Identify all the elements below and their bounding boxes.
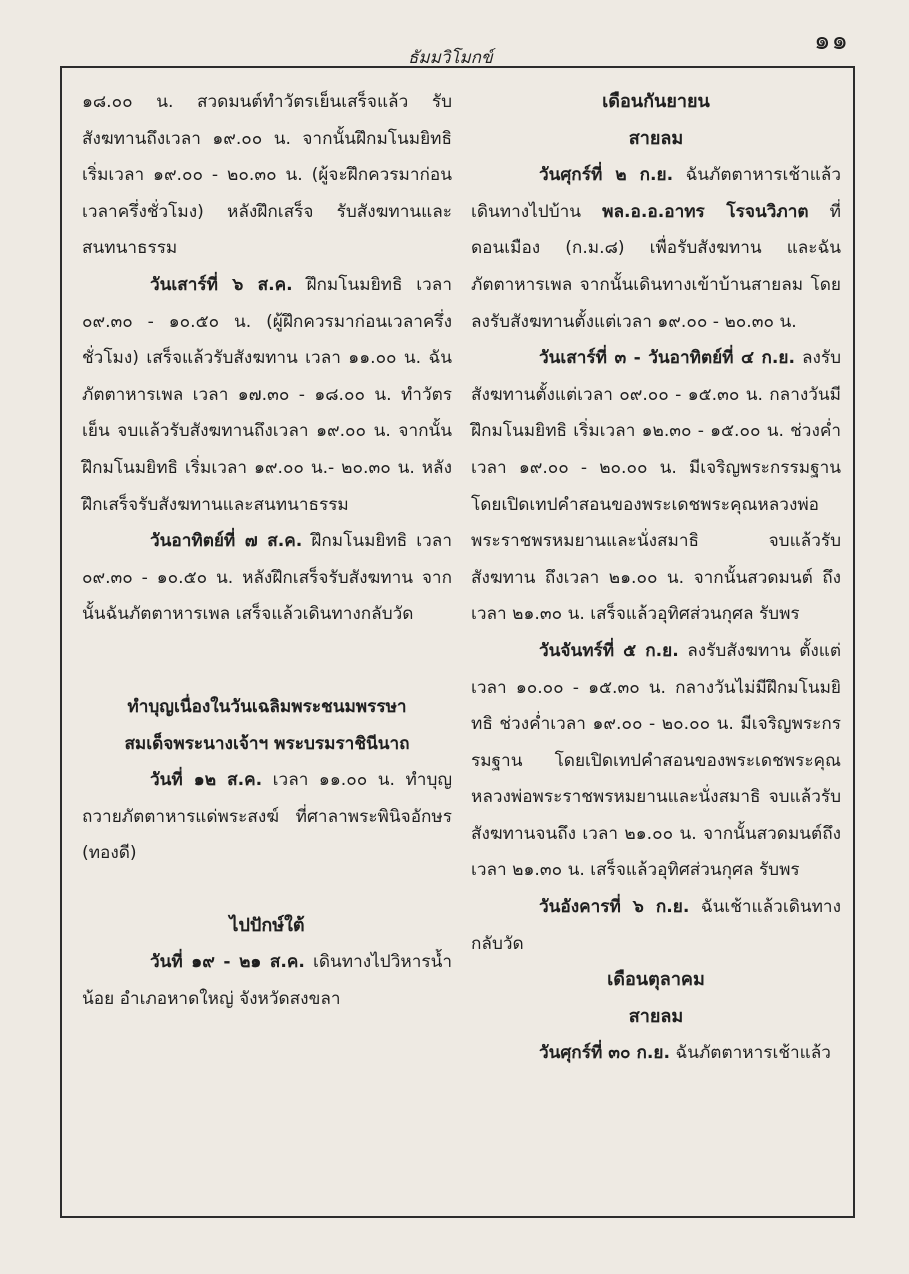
date-label: วันอาทิตย์ที่ ๗ ส.ค. xyxy=(150,531,303,552)
paragraph-text: เวลา ๑๑.๐๐ น. ทำบุญถวายภัตตาหารแด่พระสงฆ์ ที่ศาลาพระพินิจอักษร (ทองดี) xyxy=(82,770,453,864)
place-heading: สายลม xyxy=(628,127,684,149)
date-label: วันศุกร์ที่ ๒ ก.ย. xyxy=(539,165,674,186)
paragraph xyxy=(82,944,452,1017)
date-label: วันจันทร์ที่ ๕ ก.ย. xyxy=(539,640,679,661)
paragraph-text: ที่ดอนเมือง (ก.ม.๘) เพื่อรับสังฆทาน และฉันภัตตาหารเพล จากนั้นเดินทางเข้าบ้านสายลม โดยลงรับสังฆทานตั้งแต่เวลา ๑๙.๐๐ - ๒๐.๓๐ น. xyxy=(471,201,841,332)
page-number: ๑๑ xyxy=(813,26,849,56)
paragraph xyxy=(471,157,841,340)
section-heading: ไปปักษ์ใต้ xyxy=(229,914,305,936)
paragraph xyxy=(471,340,841,633)
paragraph-text: ฉันภัตตาหารเช้าแล้ว xyxy=(670,1043,831,1064)
paragraph-text: ฉันภัตตาหารเช้าแล้วเดินทางไปบ้าน xyxy=(471,165,841,222)
paragraph: ๑๘.๐๐ น. สวดมนต์ทำวัตรเย็นเสร็จแล้ว รับสังฆทานถึงเวลา ๑๙.๐๐ น. จากนั้นฝึกมโนมยิทธิ เริ่มเวลา ๑๙.๐๐ - ๒๐.๓๐ น. (ผู้จะฝึกควรมาก่อนเวลาครึ่งชั่วโมง) หลังฝึกเสร็จ รับสังฆทานและสนทนาธรรม xyxy=(82,92,452,259)
paragraph-text: ลงรับสังฆทานตั้งแต่เวลา ๐๙.๐๐ - ๑๕.๓๐ น. กลางวันมีฝึกมโนมยิทธิ เริ่มเวลา ๑๒.๓๐ - ๑๕.๐๐ น. ช่วงค่ำ เวลา ๑๙.๐๐ - ๒๐.๐๐ น. มีเจริญพระกรรมฐาน โดยเปิดเทปคำสอนของพระเดชพระคุณหลวงพ่อพระราชพรหมยานและนั่งสมาธิ จบแล้วรับสังฆทาน ถึงเวลา ๒๑.๐๐ น. จากนั้นสวดมนต์ ถึงเวลา ๒๑.๓๐ น. เสร็จแล้วอุทิศส่วนกุศล รับพร xyxy=(471,348,842,625)
paragraph-text: ฉันเช้าแล้วเดินทางกลับวัด xyxy=(471,897,841,954)
left-column xyxy=(82,84,452,1018)
paragraph xyxy=(82,523,452,633)
month-heading: เดือนกันยายน xyxy=(602,91,710,112)
date-label: วันเสาร์ที่ ๖ ส.ค. xyxy=(150,274,293,295)
date-label: วันอังคารที่ ๖ ก.ย. xyxy=(539,897,690,918)
paragraph xyxy=(471,633,841,889)
date-label: วันที่ ๑๒ ส.ค. xyxy=(150,770,263,791)
section-heading: สมเด็จพระนางเจ้าฯ พระบรมราชินีนาถ xyxy=(124,733,410,754)
paragraph xyxy=(471,889,841,962)
person-name: พล.อ.อ.อาทร โรจนวิภาต xyxy=(602,201,809,222)
right-column xyxy=(471,84,841,1072)
date-label: วันที่ ๑๙ - ๒๑ ส.ค. xyxy=(150,952,305,973)
running-header: ธัมมวิโมกข์ xyxy=(408,48,493,68)
date-label: วันเสาร์ที่ ๓ - วันอาทิตย์ที่ ๔ ก.ย. xyxy=(539,348,795,369)
paragraph-text: เดินทางไปวิหารน้ำน้อย อำเภอหาดใหญ่ จังหวัดสงขลา xyxy=(82,952,452,1010)
paragraph-text: ลงรับสังฆทาน ตั้งแต่เวลา ๑๐.๐๐ - ๑๕.๓๐ น. กลางวันไม่มีฝึกมโนมยิทธิ ช่วงค่ำเวลา ๑๙.๐๐ - ๒๐.๐๐ น. มีเจริญพระกรรมฐาน โดยเปิดเทปคำสอนของพระเดชพระคุณหลวงพ่อพระราชพรหมยานและนั่งสมาธิ จบแล้วรับสังฆทานจนถึง เวลา ๒๑.๐๐ น. จากนั้นสวดมนต์ถึงเวลา ๒๑.๓๐ น. เสร็จแล้วอุทิศส่วนกุศล รับพร xyxy=(471,640,841,881)
date-label: วันศุกร์ที่ ๓๐ ก.ย. xyxy=(539,1043,671,1064)
month-heading: เดือนตุลาคม xyxy=(607,969,705,991)
paragraph xyxy=(82,762,452,872)
paragraph xyxy=(82,267,452,523)
paragraph-text: ฝึกมโนมยิทธิ เวลา ๐๙.๓๐ - ๑๐.๕๐ น. หลังฝึกเสร็จรับสังฆทาน จากนั้นฉันภัตตาหารเพล เสร็จแล้วเดินทางกลับวัด xyxy=(82,531,452,625)
paragraph xyxy=(471,1035,841,1072)
paragraph-text: ฝึกมโนมยิทธิ เวลา ๐๙.๓๐ - ๑๐.๕๐ น. (ผู้ฝึกควรมาก่อนเวลาครึ่งชั่วโมง) เสร็จแล้วรับสังฆทาน เวลา ๑๑.๐๐ น. ฉันภัตตาหารเพล เวลา ๑๗.๓๐ - ๑๘.๐๐ น. ทำวัตรเย็น จบแล้วรับสังฆทานถึงเวลา ๑๙.๐๐ น. จากนั้น ฝึกมโนมยิทธิ เริ่มเวลา ๑๙.๐๐ น.- ๒๐.๓๐ น. หลังฝึกเสร็จรับสังฆทานและสนทนาธรรม xyxy=(82,274,452,515)
place-heading: สายลม xyxy=(628,1005,684,1027)
section-heading: ทำบุญเนื่องในวันเฉลิมพระชนมพรรษา xyxy=(127,696,407,717)
